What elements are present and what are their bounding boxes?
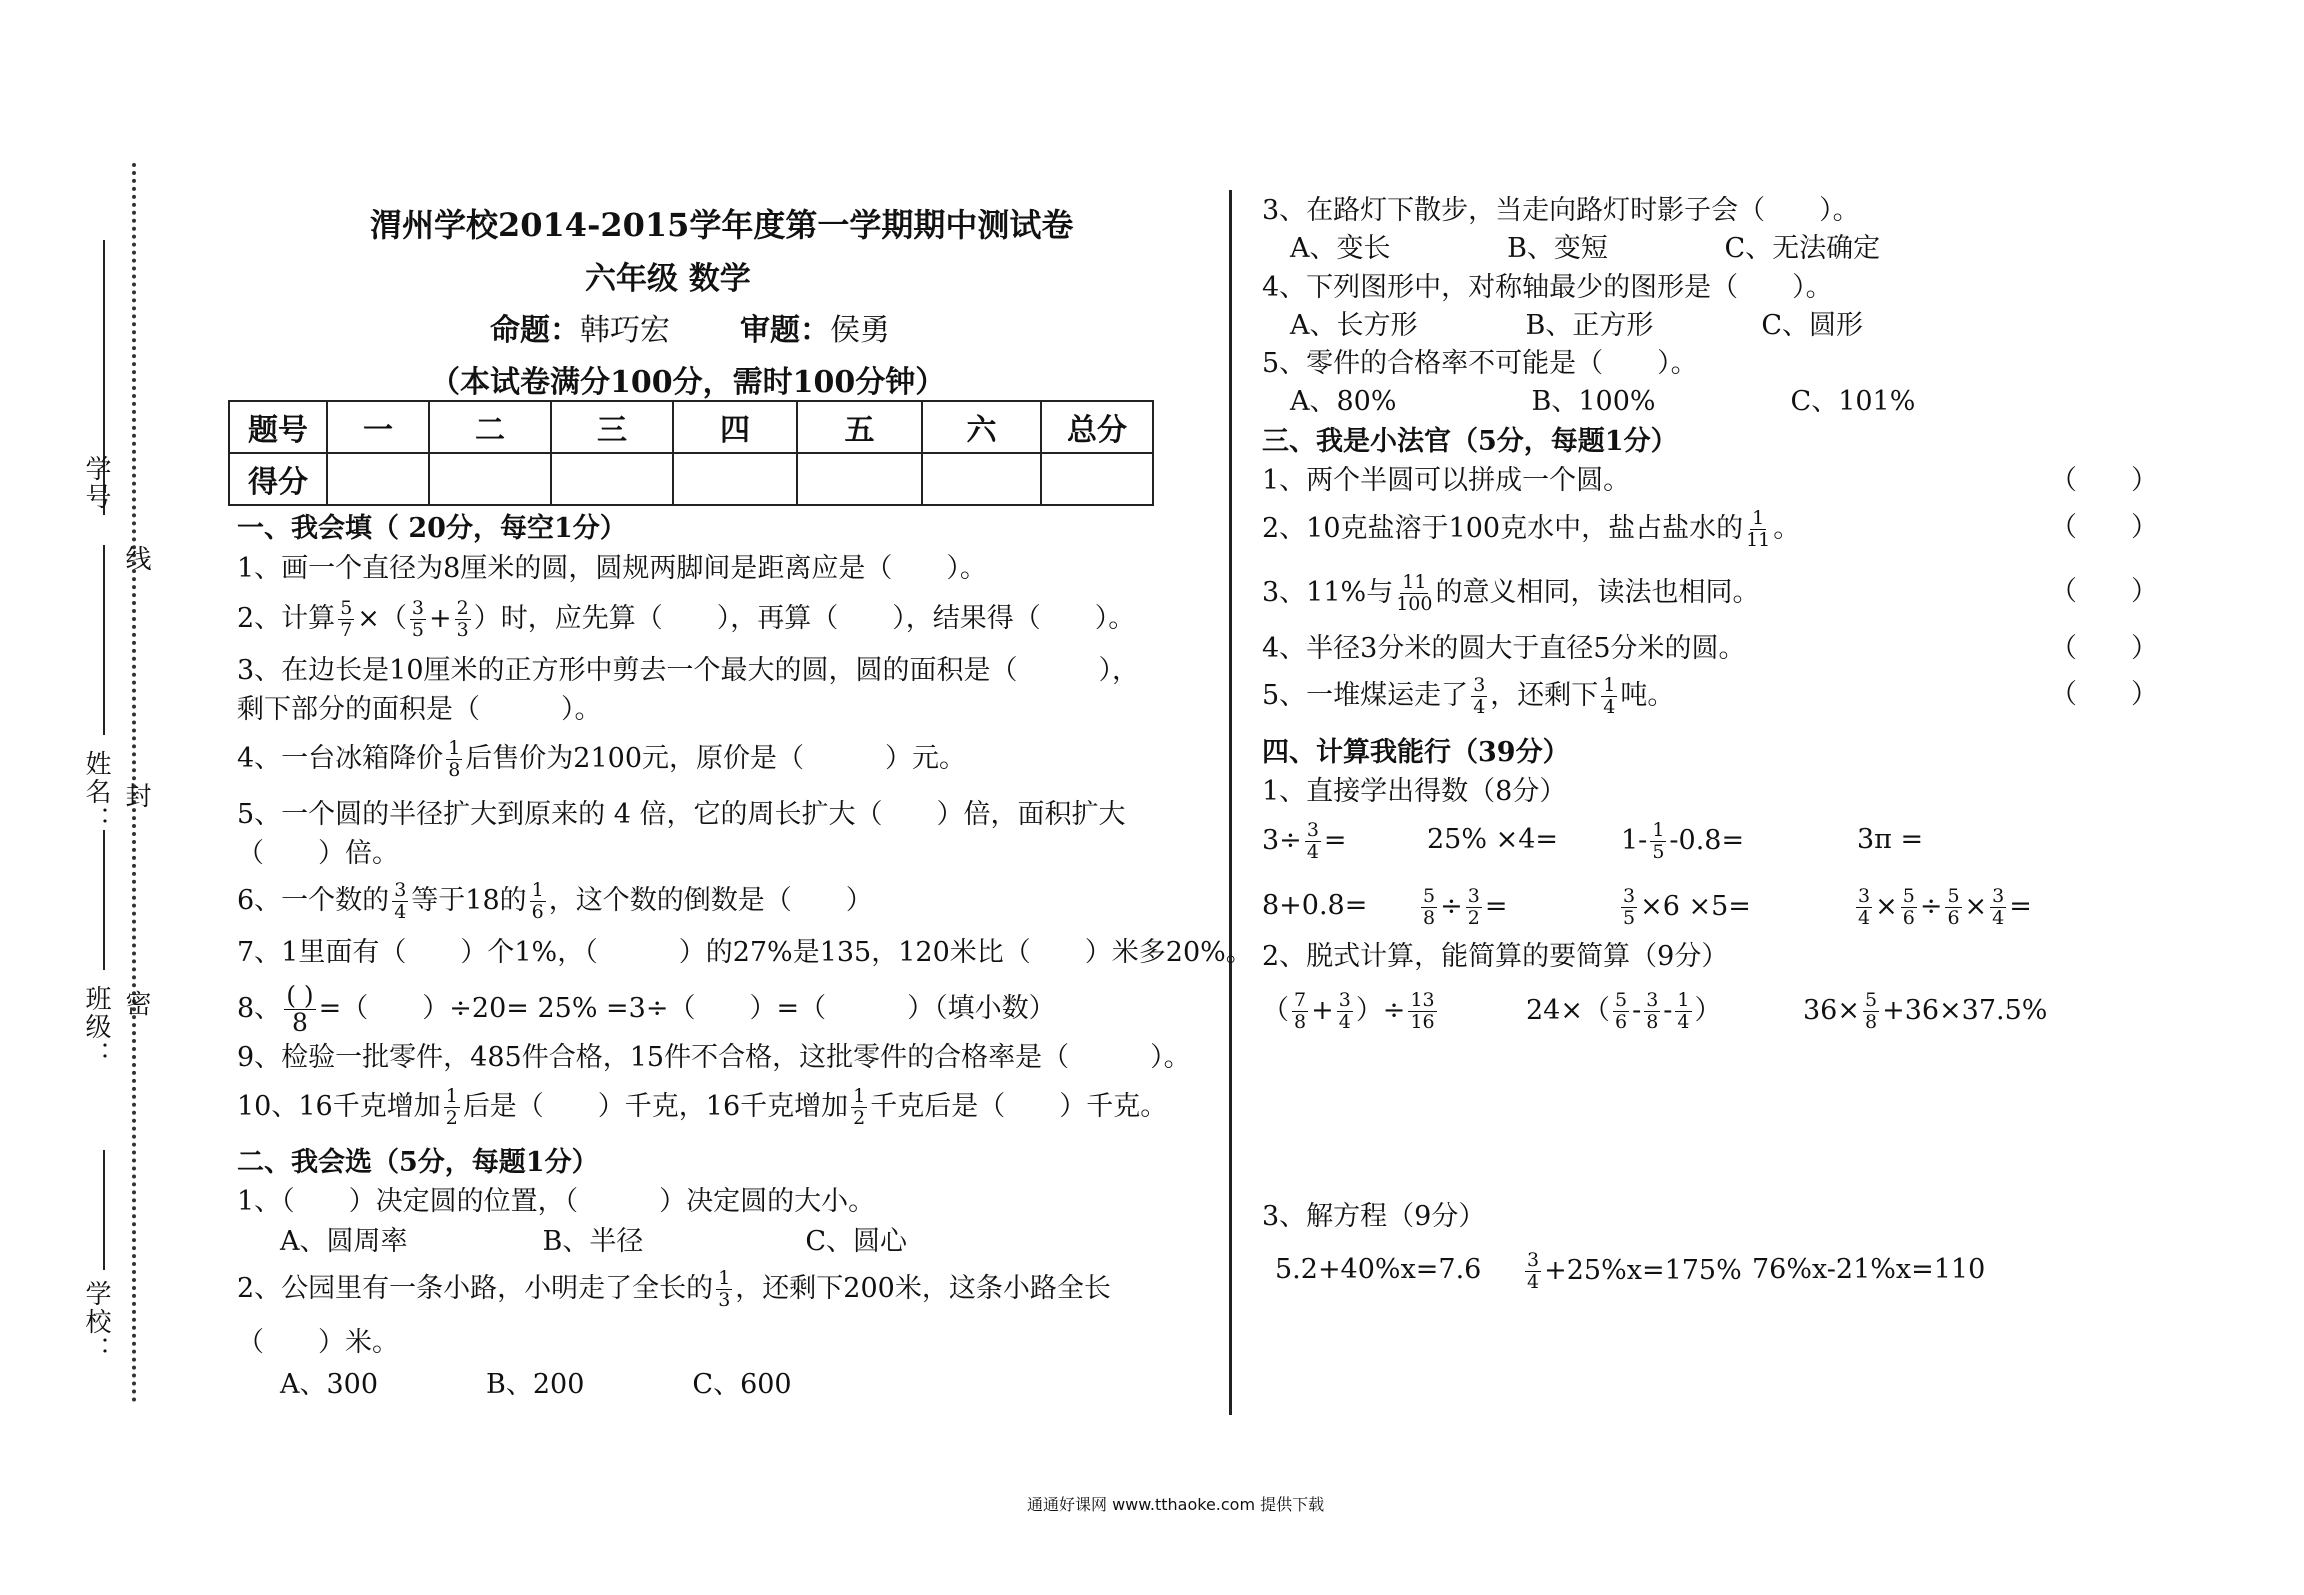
seal-mark-xian: 线	[121, 545, 151, 573]
fraction-numerator: 3	[1992, 885, 2005, 907]
fraction-numerator: 1	[445, 1085, 458, 1107]
fraction-numerator: 3	[394, 879, 407, 901]
fraction-denominator: 3	[718, 1289, 731, 1311]
answer-parentheses[interactable]: （ ）	[2050, 465, 2158, 496]
s4-expr-2: 24×（ $\frac{5}{6}$ - $\frac{3}{8}$ - $\frac{1}{4}$ ）	[1526, 989, 1722, 1033]
s4-calc-4: 3π =	[1857, 824, 1924, 855]
s1-q10-text: 后是（ ）千克，16千克增加	[462, 1091, 849, 1122]
fraction-numerator: 5	[1864, 989, 1878, 1011]
fraction	[1525, 1250, 1541, 1293]
s1-q2	[237, 598, 1135, 641]
s1-q5-line1: 5、一个圆的半径扩大到原来的 4 倍，它的周长扩大（ ）倍，面积扩大	[237, 799, 1126, 830]
s1-q2-text: ×（	[357, 603, 407, 634]
author-label: 命题：	[490, 313, 580, 348]
fraction-numerator: 3	[411, 597, 424, 619]
s1-q7: 7、1里面有（ ）个1%，（ ）的27%是135，120米比（ ）米多20%。	[237, 937, 1253, 968]
s3-q5-text: 5、一堆煤运走了	[1262, 680, 1469, 711]
fraction-numerator: 3	[1306, 819, 1319, 841]
s4-calc-6: $\frac{5}{8}$ ÷ $\frac{3}{2}$ =	[1423, 885, 1508, 929]
fraction-denominator: 8	[1646, 1011, 1659, 1033]
score-header-cell: 四	[673, 401, 797, 453]
s4-calc-7: $\frac{3}{5}$ ×6 ×5=	[1623, 885, 1751, 929]
reviewer-name: 侯勇	[830, 313, 890, 348]
s3-q4: 4、半径3分米的圆大于直径5分米的圆。	[1262, 633, 1746, 664]
exam-subtitle: 六年级 数学	[585, 261, 751, 297]
s4-equation-1: 5.2+40%x=7.6	[1275, 1254, 1482, 1285]
fraction	[1621, 886, 1637, 929]
s1-q1: 1、画一个直径为8厘米的圆，圆规两脚间是距离应是（ ）。	[237, 553, 987, 584]
fraction	[284, 983, 315, 1036]
score-header-cell: 题号	[229, 401, 327, 453]
score-cell[interactable]	[1041, 453, 1153, 505]
s2-q1-options: A、圆周率 B、半径 C、圆心	[280, 1226, 907, 1257]
score-cell[interactable]	[327, 453, 429, 505]
s4-part1-title: 1、直接学出得数（8分）	[1262, 776, 1567, 807]
fraction-denominator: 4	[1338, 1011, 1351, 1033]
fraction	[338, 598, 354, 641]
s1-q10-text: 千克后是（ ）千克。	[870, 1091, 1168, 1122]
score-cell[interactable]	[797, 453, 922, 505]
fraction-numerator: 3	[1527, 1249, 1540, 1271]
s1-q8-text: 8、	[237, 993, 282, 1024]
footer-credit: 通通好课网 www.tthaoke.com 提供下载	[1027, 1495, 1325, 1514]
s4-part2-title: 2、脱式计算，能简算的要简算（9分）	[1262, 941, 1729, 972]
s3-q5	[1262, 675, 1674, 718]
answer-parentheses[interactable]: （ ）	[2050, 576, 2158, 607]
score-header-cell: 二	[429, 401, 551, 453]
score-cell[interactable]	[673, 453, 797, 505]
s4-calc-2: 25% ×4=	[1427, 824, 1559, 855]
fraction-denominator: 4	[1992, 907, 2005, 929]
s1-q9: 9、检验一批零件，485件合格，15件不合格，这批零件的合格率是（ ）。	[237, 1042, 1191, 1073]
fraction-numerator: 7	[1294, 989, 1307, 1011]
fraction-numerator: 2	[456, 597, 469, 619]
answer-parentheses[interactable]: （ ）	[2050, 633, 2158, 664]
fraction-numerator: 5	[1947, 885, 1960, 907]
author-name: 韩巧宏	[580, 313, 670, 348]
s3-q5-text: 吨。	[1620, 680, 1675, 711]
s4-calc-3-text: -0.8=	[1669, 825, 1745, 856]
s2-q2-text: 2、公园里有一条小路，小明走了全长的	[237, 1273, 714, 1304]
s1-q8-text: =（ ）÷20= 25% =3÷（ ）=（ ）（填小数）	[318, 993, 1056, 1024]
score-cell[interactable]	[429, 453, 551, 505]
s4-equation-3: 76%x-21%x=110	[1752, 1254, 1986, 1285]
score-cell[interactable]	[922, 453, 1041, 505]
fraction	[1863, 990, 1879, 1033]
fraction-denominator: 8	[291, 1008, 308, 1037]
fraction-denominator: 16	[1410, 1011, 1435, 1033]
fraction-denominator: 4	[1603, 696, 1616, 718]
s1-q6-text: ，这个数的倒数是（ ）	[548, 885, 873, 916]
s2-q5: 5、零件的合格率不可能是（ ）。	[1262, 348, 1698, 379]
s3-q1: 1、两个半圆可以拼成一个圆。	[1262, 465, 1631, 496]
fraction-denominator: 7	[340, 619, 353, 641]
s2-q3: 3、在路灯下散步，当走向路灯时影子会（ ）。	[1262, 195, 1860, 226]
answer-parentheses[interactable]: （ ）	[2050, 679, 2158, 710]
s4-calc-5: 8+0.8=	[1262, 890, 1368, 921]
fraction	[1305, 820, 1321, 863]
score-table	[228, 400, 1154, 506]
s4-part3-title: 3、解方程（9分）	[1262, 1201, 1486, 1232]
fraction-numerator: 1	[531, 879, 544, 901]
fraction-denominator: 8	[1864, 1011, 1878, 1033]
fraction-denominator: 4	[1473, 696, 1486, 718]
s1-q6	[237, 880, 873, 923]
fraction-numerator: 5	[1614, 989, 1628, 1011]
author-line	[490, 305, 890, 349]
fraction-denominator: 2	[853, 1107, 866, 1129]
fraction-denominator: 5	[411, 619, 424, 641]
fraction	[410, 598, 426, 641]
score-header-cell: 总分	[1041, 401, 1153, 453]
score-header-cell: 六	[922, 401, 1041, 453]
section3-title: 三、我是小法官（5分，每题1分）	[1262, 426, 1678, 457]
fraction-denominator: 8	[1294, 1011, 1307, 1033]
fraction-denominator: 5	[1652, 841, 1665, 863]
fraction	[1408, 990, 1436, 1033]
fraction	[444, 1086, 460, 1129]
s3-q2-text: 2、10克盐溶于100克水中，盐占盐水的	[1262, 513, 1744, 544]
fraction	[530, 880, 546, 923]
answer-parentheses[interactable]: （ ）	[2050, 512, 2158, 543]
seal-mark-mi: 密	[121, 990, 151, 1018]
column-separator	[1229, 190, 1232, 1415]
fraction	[1901, 886, 1917, 929]
s2-q2-text: ，还剩下200米，这条小路全长	[735, 1273, 1111, 1304]
seal-mark-feng: 封	[121, 782, 151, 810]
school-underline	[103, 1150, 105, 1270]
class-label: 班级：	[81, 985, 111, 1069]
fraction-denominator: 6	[1902, 907, 1915, 929]
exam-note: （本试卷满分100分，需时100分钟）	[430, 365, 946, 400]
s2-q5-options: A、80% B、100% C、101%	[1290, 386, 1916, 417]
fraction	[455, 598, 471, 641]
fraction-denominator: 100	[1396, 593, 1433, 615]
fraction-denominator: 6	[1614, 1011, 1628, 1033]
fraction-numerator: 1	[448, 737, 461, 759]
fraction-numerator: 1	[1752, 507, 1765, 529]
score-header-cell: 五	[797, 401, 922, 453]
name-label: 姓名：	[81, 750, 111, 834]
fraction-denominator: 11	[1746, 529, 1771, 551]
s3-q3	[1262, 572, 1759, 615]
reviewer-label: 审题：	[740, 313, 830, 348]
fraction-numerator: 1	[718, 1267, 731, 1289]
fraction-numerator: 3	[1467, 885, 1480, 907]
score-row-label: 得分	[229, 453, 327, 505]
s4-expr-3: 36× $\frac{5}{8}$ +36×37.5%	[1803, 989, 2048, 1033]
fraction-numerator: 11	[1402, 571, 1427, 593]
s2-q4-options: A、长方形 B、正方形 C、圆形	[1290, 310, 1863, 341]
fraction	[1990, 886, 2006, 929]
fraction-denominator: 2	[1467, 907, 1480, 929]
fraction	[1292, 990, 1308, 1033]
fraction	[1337, 990, 1353, 1033]
s3-q5-text: ，还剩下	[1490, 680, 1599, 711]
fraction	[1675, 990, 1691, 1033]
fraction-denominator: 5	[1623, 907, 1636, 929]
s2-q1: 1、（ ）决定圆的位置，（ ）决定圆的大小。	[237, 1186, 876, 1217]
fraction-numerator: 13	[1410, 989, 1435, 1011]
fraction	[1746, 508, 1770, 551]
s2-q4: 4、下列图形中，对称轴最少的图形是（ ）。	[1262, 272, 1833, 303]
fraction-numerator: 3	[1623, 885, 1636, 907]
s1-q8	[237, 983, 1056, 1036]
fraction-denominator: 2	[445, 1107, 458, 1129]
s1-q6-text: 等于18的	[411, 885, 527, 916]
score-header-cell: 三	[551, 401, 673, 453]
fraction-denominator: 6	[531, 901, 544, 923]
fraction	[392, 880, 408, 923]
fraction	[851, 1086, 867, 1129]
fraction	[1613, 990, 1629, 1033]
fraction-denominator: 4	[394, 901, 407, 923]
s3-q2-text: 。	[1773, 513, 1801, 544]
fraction-denominator: 8	[1423, 907, 1436, 929]
fraction	[1650, 820, 1666, 863]
s1-q4-text: 4、一台冰箱降价	[237, 743, 444, 774]
s3-q3-text: 的意义相同，读法也相同。	[1435, 577, 1760, 608]
s3-q3-text: 3、11%与	[1262, 577, 1394, 608]
fraction-denominator: 4	[1858, 907, 1871, 929]
fraction-numerator: 3	[1858, 885, 1871, 907]
s1-q6-text: 6、一个数的	[237, 885, 390, 916]
s1-q4-text: 后售价为2100元，原价是（ ）元。	[465, 743, 966, 774]
s1-q10	[237, 1086, 1167, 1129]
s1-q5-line2: （ ）倍。	[237, 838, 399, 869]
score-table-score-row	[229, 453, 1153, 505]
s4-calc-8: $\frac{3}{4}$ × $\frac{5}{6}$ ÷ $\frac{5}{6}$ × $\frac{3}{4}$ =	[1858, 885, 2032, 929]
section1-title: 一、我会填（ 20分，每空1分）	[237, 513, 627, 544]
fraction-numerator: 1	[1677, 989, 1690, 1011]
s1-q3-line2: 剩下部分的面积是（ ）。	[237, 694, 602, 725]
name-underline	[103, 545, 105, 735]
fraction-denominator: 4	[1527, 1271, 1540, 1293]
class-underline	[103, 830, 105, 970]
s2-q2-options: A、300 B、200 C、600	[280, 1369, 792, 1400]
fraction-numerator: 5	[340, 597, 353, 619]
fraction	[1644, 990, 1660, 1033]
fraction	[1466, 886, 1482, 929]
fraction-numerator: 3	[1646, 989, 1659, 1011]
s3-q2	[1262, 508, 1800, 551]
s4-calc-1: 3÷ $\frac{3}{4}$ =	[1262, 819, 1347, 863]
fraction	[1421, 886, 1437, 929]
s4-equation-2	[1522, 1250, 1742, 1293]
section2-title: 二、我会选（5分，每题1分）	[237, 1147, 599, 1178]
s2-q2-line2: （ ）米。	[237, 1327, 399, 1358]
s4-equation-2-text: +25%x=175%	[1544, 1255, 1742, 1286]
fraction-numerator: 3	[1473, 674, 1486, 696]
fraction	[1396, 572, 1432, 615]
score-header-cell: 一	[327, 401, 429, 453]
fraction	[1856, 886, 1872, 929]
s1-q2-text: ）时，应先算（ ），再算（ ），结果得（ ）。	[473, 603, 1136, 634]
s2-q3-options: A、变长 B、变短 C、无法确定	[1290, 233, 1881, 264]
fraction-numerator: 1	[853, 1085, 866, 1107]
s1-q2-text: +	[429, 603, 452, 634]
fraction	[1471, 675, 1487, 718]
fraction	[716, 1268, 732, 1311]
fraction-numerator: 5	[1423, 885, 1436, 907]
fraction-numerator: 1	[1652, 819, 1665, 841]
score-cell[interactable]	[551, 453, 673, 505]
fraction-denominator: 4	[1677, 1011, 1690, 1033]
fraction-denominator: 4	[1306, 841, 1319, 863]
school-label: 学校：	[81, 1280, 111, 1364]
student-no-label: 学号	[81, 455, 111, 511]
fraction	[1601, 675, 1617, 718]
fraction-numerator: 3	[1338, 989, 1351, 1011]
fraction-numerator: 1	[1603, 674, 1616, 696]
exam-title: 渭州学校2014-2015学年度第一学期期中测试卷	[370, 206, 1074, 244]
fraction-numerator: 5	[1902, 885, 1915, 907]
fraction-denominator: 3	[456, 619, 469, 641]
s2-q2	[237, 1268, 1111, 1311]
fraction-denominator: 6	[1947, 907, 1960, 929]
s1-q3-line1: 3、在边长是10厘米的正方形中剪去一个最大的圆，圆的面积是（ ），	[237, 655, 1140, 686]
section4-title: 四、计算我能行（39分）	[1262, 737, 1570, 768]
s4-expr-1: （ $\frac{7}{8}$ + $\frac{3}{4}$ ）÷ $\frac{13}{16}$	[1262, 989, 1435, 1033]
fraction	[446, 738, 462, 781]
s1-q10-text: 10、16千克增加	[237, 1091, 441, 1122]
score-table-header-row	[229, 401, 1153, 453]
s1-q4	[237, 738, 966, 781]
fraction	[1945, 886, 1961, 929]
s1-q2-text: 2、计算	[237, 603, 336, 634]
fraction-denominator: 8	[448, 759, 461, 781]
fraction-numerator: ( )	[286, 981, 314, 1010]
s4-calc-3: 1- $\frac{1}{5}$ -0.8=	[1621, 819, 1745, 863]
